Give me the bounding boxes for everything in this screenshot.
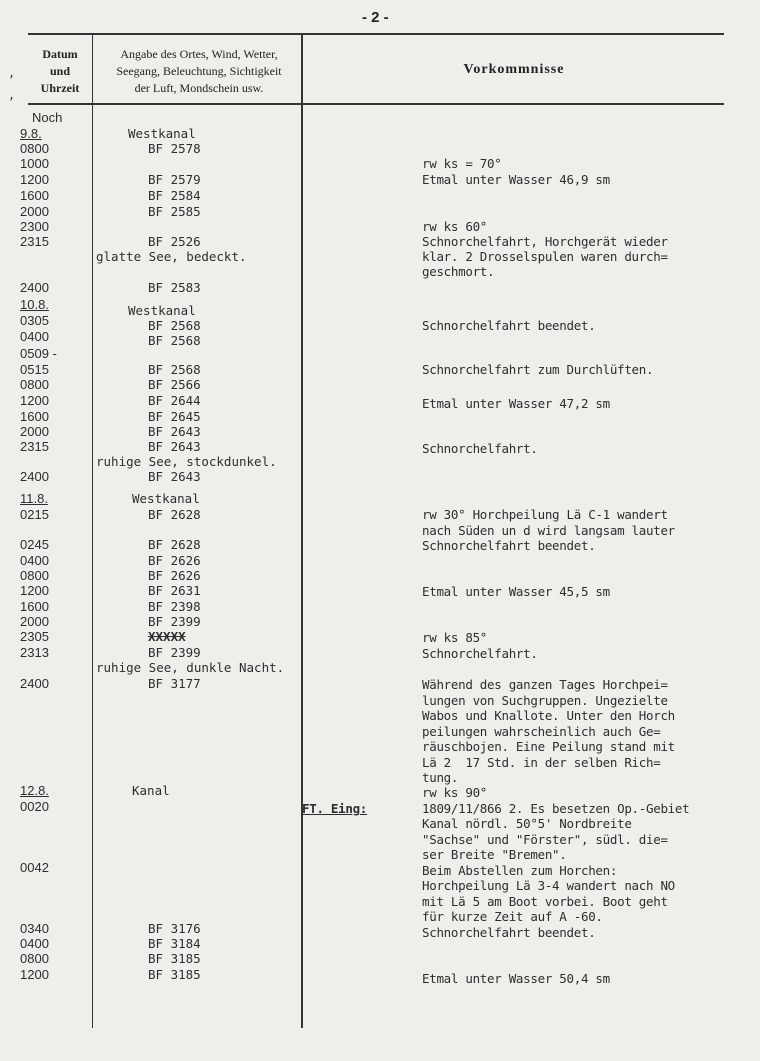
event-line: Schnorchelfahrt zum Durchlüften. (422, 362, 654, 377)
time-entry: 1200 (20, 172, 49, 187)
time-entry: 1200 (20, 967, 49, 982)
header-place-line: Angabe des Ortes, Wind, Wetter, (120, 47, 278, 61)
event-line: tung. (422, 770, 459, 785)
time-entry: 0340 (20, 921, 49, 936)
grid-square-entry: BF 2398 (148, 599, 201, 614)
grid-square-entry: BF 2628 (148, 537, 201, 552)
event-line: Etmal unter Wasser 47,2 sm (422, 396, 610, 411)
time-entry: 0800 (20, 568, 49, 583)
time-entry: 0020 (20, 799, 49, 814)
header-date-line: und (49, 64, 71, 78)
event-line: rw ks 60° (422, 219, 488, 234)
margin-mark: , (8, 66, 16, 80)
event-line: mit Lä 5 am Boot vorbei. Boot geht (422, 894, 668, 909)
grid-square-entry: BF 2643 (148, 424, 201, 439)
event-line: Beim Abstellen zum Horchen: (422, 863, 618, 878)
place-weather-entry: ruhige See, stockdunkel. (96, 454, 277, 469)
header-place-line: Seegang, Beleuchtung, Sichtigkeit (116, 64, 282, 78)
time-entry: 2400 (20, 469, 49, 484)
event-line: 1809/11/866 2. Es besetzen Op.-Gebiet (422, 801, 690, 816)
grid-square-entry: BF 2631 (148, 583, 201, 598)
grid-square-entry: BF 2645 (148, 409, 201, 424)
time-entry: 2400 (20, 676, 49, 691)
place-weather-entry: ruhige See, dunkle Nacht. (96, 660, 285, 675)
header-place-column (96, 46, 302, 97)
time-entry: Noch (32, 110, 63, 125)
place-weather-entry: Westkanal (128, 303, 196, 318)
grid-square-entry: BF 3176 (148, 921, 201, 936)
time-entry: 2300 (20, 219, 49, 234)
margin-mark: , (8, 88, 16, 102)
time-entry: 0400 (20, 553, 49, 568)
event-line: "Sachse" und "Förster", südl. die= (422, 832, 668, 847)
event-line: rw ks 90° (422, 785, 488, 800)
time-entry: 0800 (20, 377, 49, 392)
grid-square-entry: BF 2626 (148, 568, 201, 583)
time-entry: 2400 (20, 280, 49, 295)
header-events-column: Vorkommnisse (463, 62, 565, 77)
date-entry: 10.8. (20, 297, 49, 312)
event-line: Schnorchelfahrt beendet. (422, 538, 596, 553)
header-date-line: Uhrzeit (40, 81, 80, 95)
place-column-divider (301, 33, 303, 1028)
header-rule (28, 103, 724, 105)
event-line: ser Breite "Bremen". (422, 847, 567, 862)
event-line: für kurze Zeit auf A -60. (422, 909, 603, 924)
event-line: Horchpeilung Lä 3-4 wandert nach NO (422, 878, 675, 893)
header-date-line: Datum (42, 47, 78, 61)
grid-square-entry: BF 2585 (148, 204, 201, 219)
event-line: rw ks 85° (422, 630, 488, 645)
time-entry: 2000 (20, 204, 49, 219)
time-entry: 2315 (20, 439, 49, 454)
time-entry: 0245 (20, 537, 49, 552)
event-line: Lä 2 17 Std. in der selben Rich= (422, 755, 661, 770)
event-line: geschmort. (422, 264, 495, 279)
event-line: rw ks = 70° (422, 156, 502, 171)
time-entry: 1600 (20, 599, 49, 614)
time-entry: 0215 (20, 507, 49, 522)
time-entry: 0305 (20, 313, 49, 328)
grid-square-entry: BF 2584 (148, 188, 201, 203)
event-line: Schnorchelfahrt, Horchgerät wieder (422, 234, 668, 249)
date-entry: 12.8. (20, 783, 49, 798)
date-entry: 9.8. (20, 126, 42, 141)
place-weather-entry: Westkanal (128, 126, 196, 141)
time-entry: 1200 (20, 583, 49, 598)
time-entry: 0042 (20, 860, 49, 875)
place-weather-entry: glatte See, bedeckt. (96, 249, 247, 264)
date-entry: 11.8. (20, 491, 48, 506)
header-place-line: der Luft, Mondschein usw. (134, 81, 264, 95)
place-weather-entry: Westkanal (132, 491, 200, 506)
place-weather-entry: Kanal (132, 783, 170, 798)
time-entry: 1600 (20, 409, 49, 424)
event-line: Schnorchelfahrt. (422, 441, 538, 456)
event-line: nach Süden un d wird langsam lauter (422, 523, 675, 538)
time-entry: 0515 (20, 362, 49, 377)
event-line: lungen von Suchgruppen. Ungezielte (422, 693, 668, 708)
time-entry: 2305 (20, 629, 49, 644)
grid-square-entry: BF 3185 (148, 951, 201, 966)
grid-square-entry: BF 2643 (148, 469, 201, 484)
grid-square-entry: BF 2399 (148, 645, 201, 660)
event-line: Etmal unter Wasser 45,5 sm (422, 584, 610, 599)
grid-square-entry: BF 2568 (148, 333, 201, 348)
time-entry: 0400 (20, 329, 49, 344)
time-entry: 1600 (20, 188, 49, 203)
grid-square-entry: BF 2583 (148, 280, 201, 295)
time-entry: 0509 - (20, 346, 57, 361)
grid-square-entry: BF 2566 (148, 377, 201, 392)
grid-square-entry: BF 2626 (148, 553, 201, 568)
time-entry: 0800 (20, 141, 49, 156)
grid-square-entry: BF 2399 (148, 614, 201, 629)
grid-square-entry: BF 3177 (148, 676, 201, 691)
time-entry: 0800 (20, 951, 49, 966)
grid-square-entry: BF 2578 (148, 141, 201, 156)
event-line: rw 30° Horchpeilung Lä C-1 wandert (422, 507, 668, 522)
event-line: peilungen wahrscheinlich auch Ge= (422, 724, 661, 739)
top-rule (28, 33, 724, 35)
grid-square-entry: BF 2628 (148, 507, 201, 522)
event-line: Schnorchelfahrt beendet. (422, 318, 596, 333)
event-line: Schnorchelfahrt. (422, 646, 538, 661)
time-entry: 1200 (20, 393, 49, 408)
event-line: Wabos und Knallote. Unter den Horch (422, 708, 675, 723)
event-line: Kanal nördl. 50°5' Nordbreite (422, 816, 632, 831)
place-weather-entry: XXXXX (148, 629, 186, 644)
date-column-divider (92, 33, 93, 1028)
time-entry: 2000 (20, 424, 49, 439)
event-line: klar. 2 Drosselspulen waren durch= (422, 249, 668, 264)
time-entry: 0400 (20, 936, 49, 951)
grid-square-entry: BF 2568 (148, 318, 201, 333)
event-line: Etmal unter Wasser 50,4 sm (422, 971, 610, 986)
page-number: - 2 - (362, 9, 389, 26)
event-line: Schnorchelfahrt beendet. (422, 925, 596, 940)
time-entry: 2313 (20, 645, 49, 660)
radio-message-label: FT. Eing: (302, 801, 368, 816)
time-entry: 1000 (20, 156, 49, 171)
event-line: Etmal unter Wasser 46,9 sm (422, 172, 610, 187)
grid-square-entry: BF 2526 (148, 234, 201, 249)
grid-square-entry: BF 2568 (148, 362, 201, 377)
grid-square-entry: BF 3185 (148, 967, 201, 982)
grid-square-entry: BF 2644 (148, 393, 201, 408)
grid-square-entry: BF 2579 (148, 172, 201, 187)
time-entry: 2315 (20, 234, 49, 249)
grid-square-entry: BF 3184 (148, 936, 201, 951)
event-line: Während des ganzen Tages Horchpei= (422, 677, 668, 692)
header-date-column (28, 46, 92, 97)
time-entry: 2000 (20, 614, 49, 629)
grid-square-entry: BF 2643 (148, 439, 201, 454)
event-line: räuschbojen. Eine Peilung stand mit (422, 739, 675, 754)
